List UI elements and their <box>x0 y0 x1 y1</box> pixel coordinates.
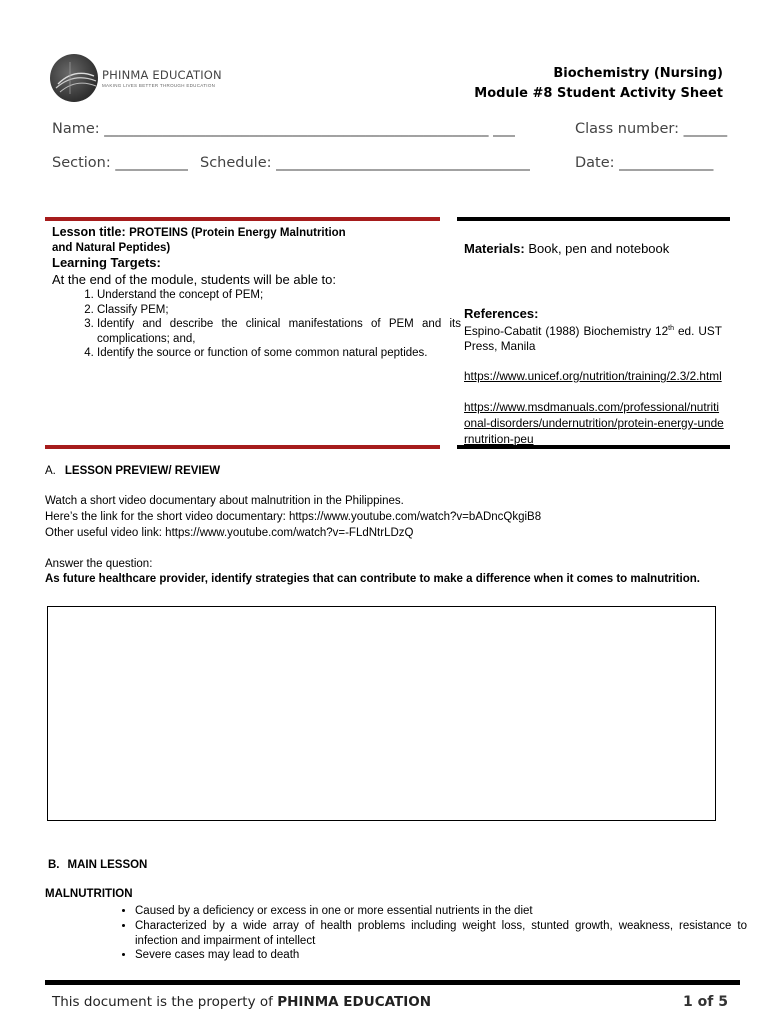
learning-targets-intro: At the end of the module, students will be able to: <box>52 272 337 287</box>
section-field[interactable]: Section: __________ <box>52 155 188 171</box>
class-number-field[interactable]: Class number: ______ <box>575 121 728 137</box>
materials: Materials: Book, pen and notebook <box>464 241 670 256</box>
reference-link-unicef[interactable]: https://www.unicef.org/nutrition/training/2.3/2.html <box>464 369 722 383</box>
question-text: As future healthcare provider, identify strategies that can contribute to make a difference when it comes to malnutrition. <box>45 573 701 585</box>
name-field[interactable]: Name: _____________________________________________________ ___ <box>52 121 515 137</box>
malnutrition-bullets <box>110 904 747 963</box>
logo-tagline: MAKING LIVES BETTER THROUGH EDUCATION <box>102 83 216 88</box>
schedule-field[interactable]: Schedule: ___________________________________ <box>200 155 530 171</box>
phinma-logo-icon <box>50 54 98 102</box>
list-item: 2. Classify PEM; <box>97 303 461 318</box>
module-title: Module #8 Student Activity Sheet <box>474 86 723 101</box>
footer-rule <box>45 980 740 985</box>
lesson-top-rule <box>45 217 440 221</box>
learning-targets-list <box>70 288 461 361</box>
list-item: • Severe cases may lead to death <box>135 948 747 963</box>
answer-box[interactable] <box>47 606 716 821</box>
lesson-bottom-rule <box>45 445 440 449</box>
section-a-line-3: Other useful video link: https://www.youtube.com/watch?v=-FLdNtrLDzQ <box>45 527 414 539</box>
answer-prompt: Answer the question: <box>45 558 153 570</box>
date-field[interactable]: Date: _____________ <box>575 155 714 171</box>
lesson-title: Lesson title: PROTEINS (Protein Energy Malnutrition and Natural Peptides) <box>52 225 346 254</box>
list-item: • Characterized by a wide array of health problems including weight loss, stunted growth, weakness, resistance to infection and impairment of intellect <box>135 919 747 949</box>
references-heading: References: <box>464 306 539 321</box>
page-number: 1 of 5 <box>683 994 728 1010</box>
section-a-line-2: Here’s the link for the short video documentary: https://www.youtube.com/watch?v=bADncQkgiB8 <box>45 511 542 523</box>
malnutrition-subheading: MALNUTRITION <box>45 888 133 900</box>
reference-link-msdmanuals[interactable]: https://www.msdmanuals.com/professional/nutritional-disorders/undernutrition/protein-energy-undernutrition-peu <box>464 400 724 446</box>
section-a-line-1: Watch a short video documentary about malnutrition in the Philippines. <box>45 495 404 507</box>
course-title: Biochemistry (Nursing) <box>553 66 723 81</box>
list-item: • Caused by a deficiency or excess in one or more essential nutrients in the diet <box>135 904 747 919</box>
section-a-heading: A. LESSON PREVIEW/ REVIEW <box>45 465 221 477</box>
logo-name: PHINMA EDUCATION <box>102 68 222 82</box>
learning-targets-heading: Learning Targets: <box>52 255 161 270</box>
list-item: 4. Identify the source or function of some common natural peptides. <box>97 346 461 361</box>
reference-book: Espino-Cabatit (1988) Biochemistry 12th ed. UST Press, Manila <box>464 323 722 354</box>
materials-top-rule <box>457 217 730 221</box>
footer-property-text: This document is the property of PHINMA EDUCATION <box>52 994 432 1010</box>
list-item: 3. Identify and describe the clinical manifestations of PEM and its complications; and, <box>97 317 461 346</box>
section-b-heading: B. MAIN LESSON <box>48 859 148 871</box>
list-item: 1. Understand the concept of PEM; <box>97 288 461 303</box>
